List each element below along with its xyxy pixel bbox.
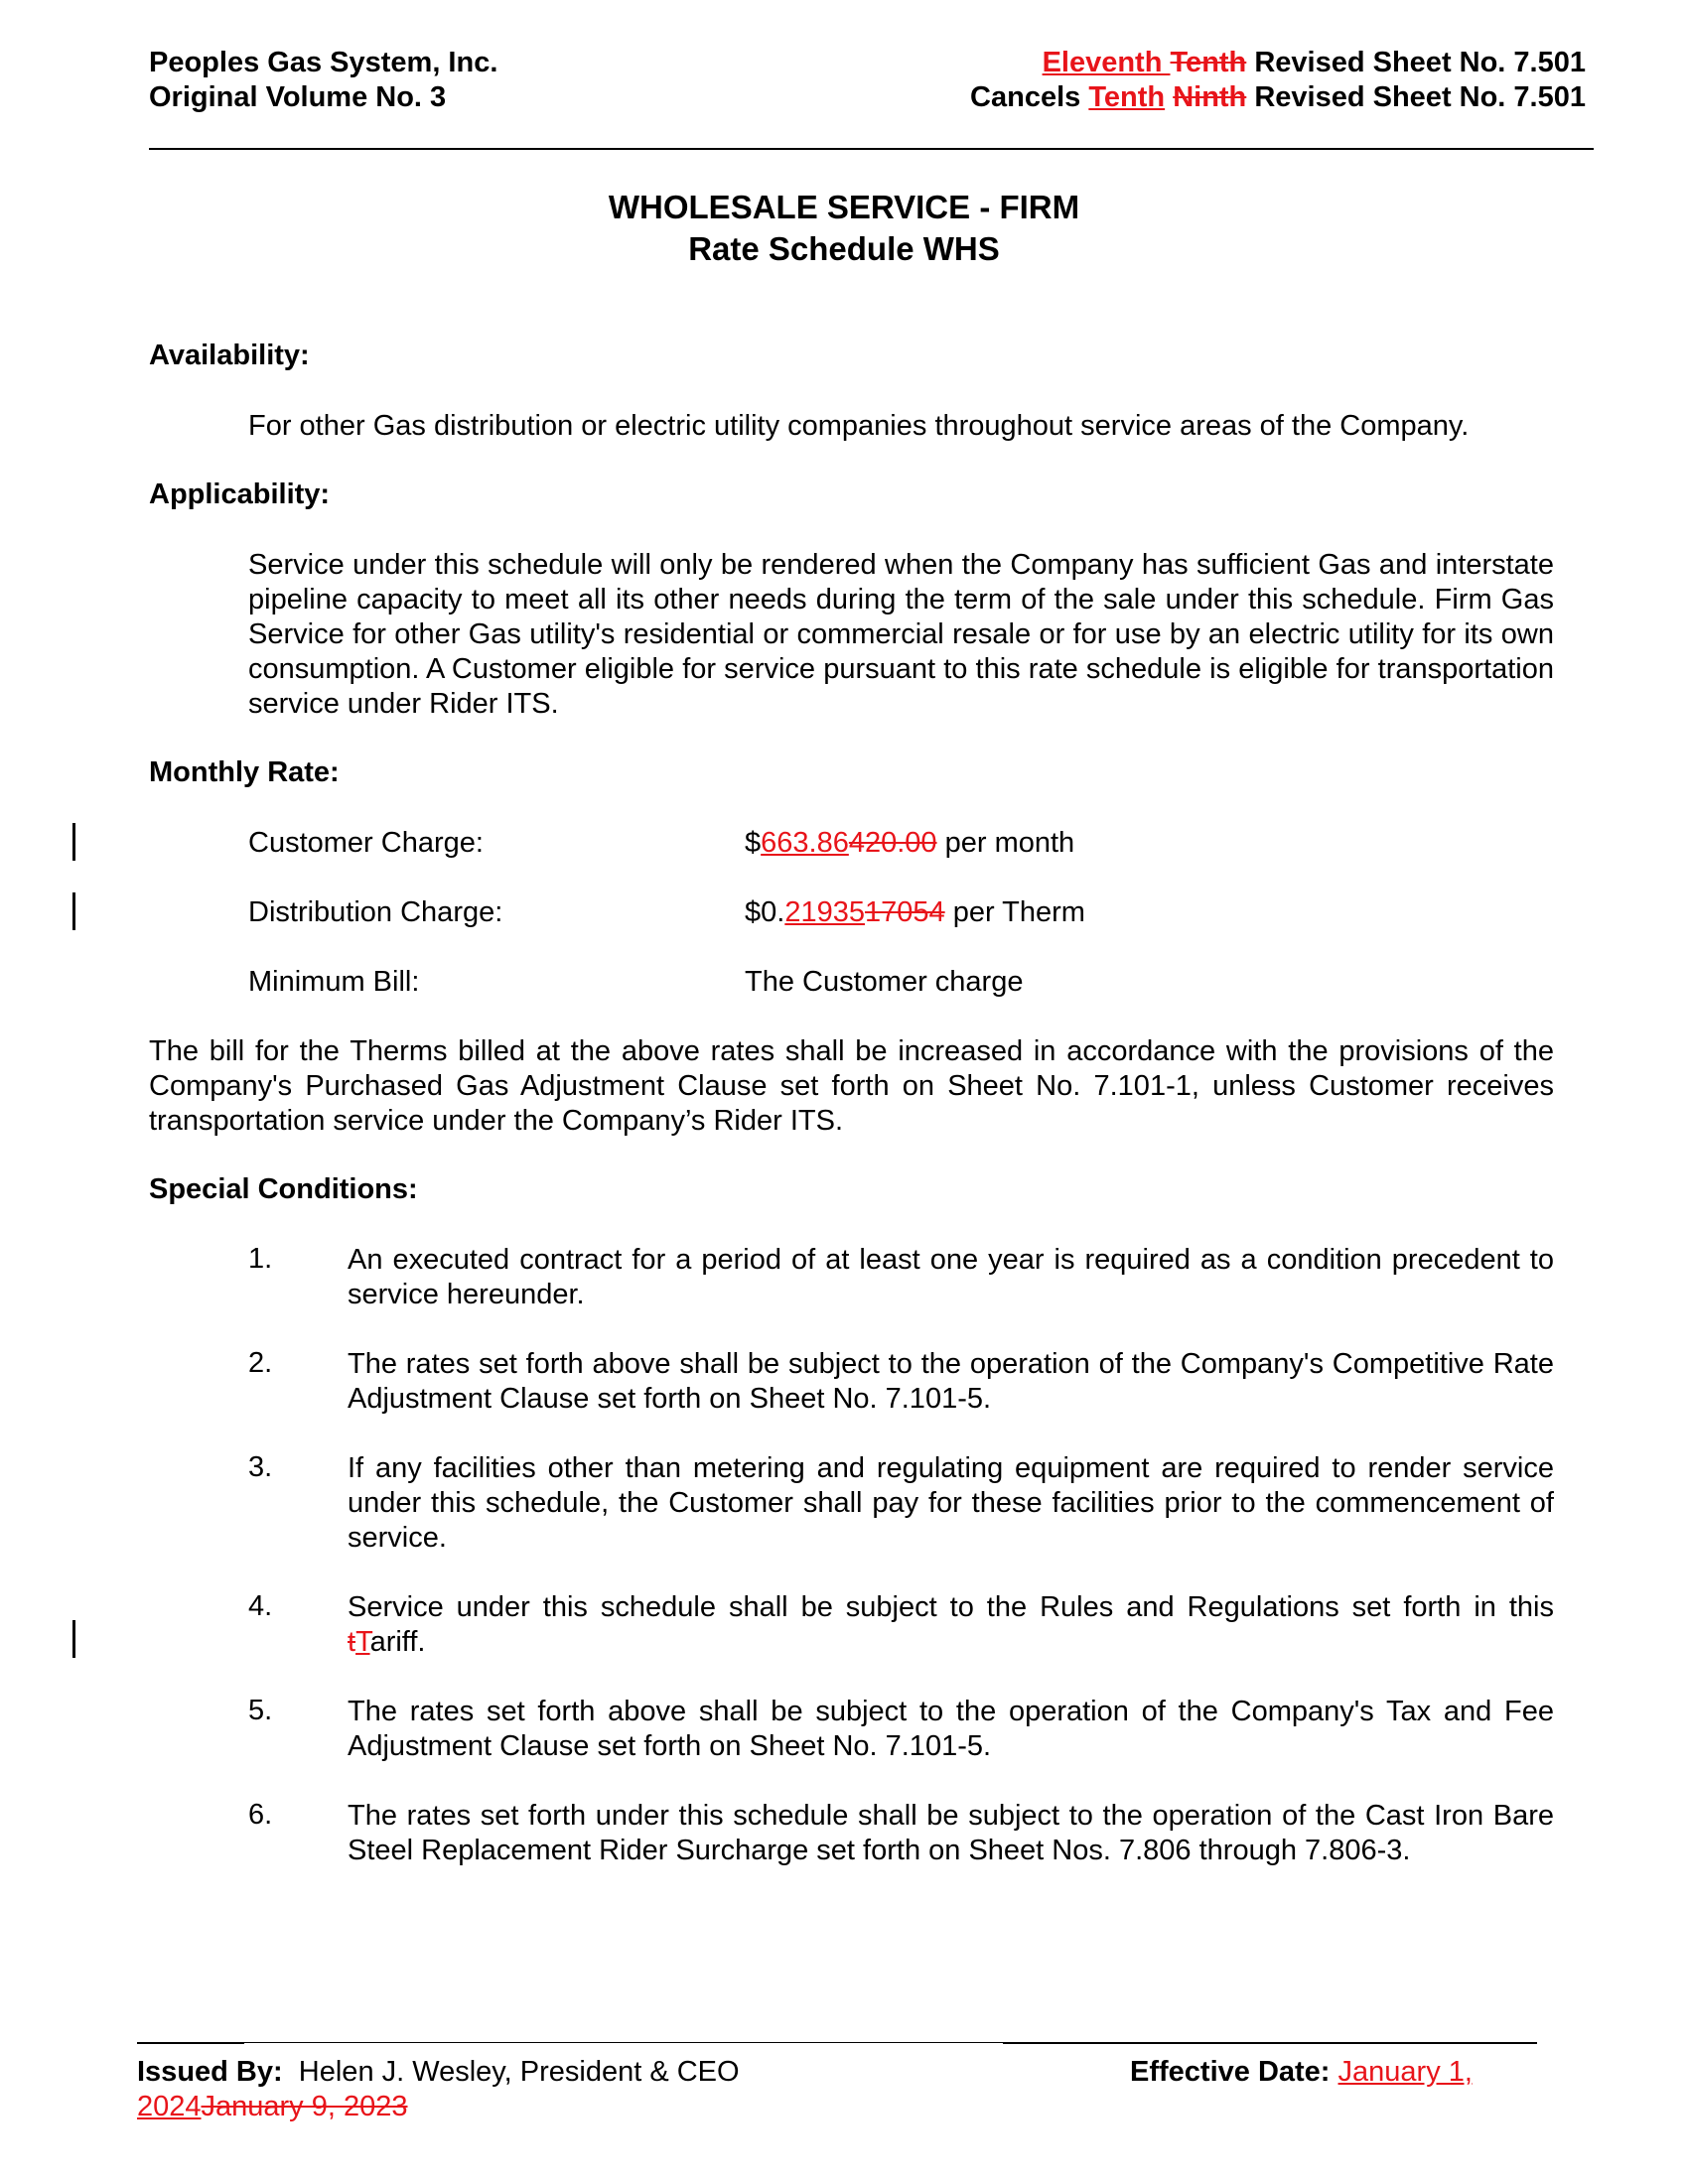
list-item: The rates set forth above shall be subject to the operation of the Company's Tax and Fee Adjustment Clause set forth on Sheet No. 7.101-5. (348, 1696, 1554, 1762)
cancels-prefix: Cancels (970, 81, 1089, 113)
page-subtitle: Rate Schedule WHS (688, 230, 1000, 267)
company-name: Peoples Gas System, Inc. (149, 47, 498, 78)
effective-date-line (1003, 2042, 1537, 2044)
signature-line (244, 2042, 1003, 2043)
list-item (348, 1590, 1554, 1660)
sheet-number-text: Revised Sheet No. 7.501 (1246, 81, 1586, 113)
minimum-bill-value: The Customer charge (745, 966, 1024, 998)
issued-by (137, 2055, 740, 2090)
volume-label: Original Volume No. 3 (149, 81, 447, 113)
effective-date-label: Effective Date: (1130, 2056, 1331, 2088)
customer-charge-value (745, 826, 1074, 861)
page-title: WHOLESALE SERVICE - FIRM (608, 189, 1080, 225)
list-item: An executed contract for a period of at least one year is required as a condition precedent to service hereunder. (348, 1244, 1554, 1310)
deleted-text: t (348, 1626, 356, 1658)
minimum-bill-label: Minimum Bill: (248, 966, 420, 998)
pga-note: The bill for the Therms billed at the above rates shall be increased in accordance with the provisions of the Company's Purchased Gas Adjustment Clause set forth on Sheet No. 7.101-1, unless Customer receives transportation service under the Company’s Rider ITS. (149, 1035, 1554, 1137)
list-item: The rates set forth above shall be subject to the operation of the Company's Competitive Rate Adjustment Clause set forth on Sheet No. 7.101-5. (348, 1348, 1554, 1415)
inserted-text: T (355, 1626, 370, 1658)
list-number: 2. (248, 1347, 273, 1379)
inserted-text: Eleventh (1042, 47, 1171, 78)
sheet-number-line (1043, 46, 1586, 80)
list-item-text: ariff. (369, 1626, 426, 1658)
applicability-text: Service under this schedule will only be rendered when the Company has sufficient Gas and interstate pipeline capacity to meet all its other needs during the term of the sale under this schedule. Firm Gas Service for other Gas utility's residential or commercial resale or for use by an electric utility for its own consumption. A Customer eligible for service pursuant to this rate schedule is eligible for transportation service under Rider ITS. (248, 549, 1554, 720)
list-item: The rates set forth under this schedule shall be subject to the operation of the Cast Iron Bare Steel Replacement Rider Surcharge set forth on Sheet Nos. 7.806 through 7.806-3. (348, 1800, 1554, 1866)
unit-suffix: per month (936, 827, 1075, 859)
deleted-text: January 9, 2023 (201, 2091, 408, 2122)
issued-by-label: Issued By: (137, 2056, 283, 2088)
separator (1165, 81, 1173, 113)
header-divider (149, 148, 1594, 150)
effective-date-continued (137, 2090, 408, 2124)
list-number: 5. (248, 1695, 273, 1726)
change-bar (72, 823, 75, 861)
inserted-text: 663.86 (761, 827, 849, 859)
list-item: If any facilities other than metering and regulating equipment are required to render service under this schedule, the Customer shall pay for these facilities prior to the commencement of service. (348, 1452, 1554, 1554)
list-number: 1. (248, 1243, 273, 1275)
signature-line (137, 2042, 244, 2044)
availability-text: For other Gas distribution or electric utility companies throughout service areas of the Company. (248, 410, 1470, 442)
list-item-text: Service under this schedule shall be subject to the Rules and Regulations set forth in this (348, 1591, 1554, 1623)
effective-date (1130, 2055, 1473, 2090)
currency-prefix: $ (745, 827, 762, 859)
cancels-sheet-line (970, 80, 1586, 115)
deleted-text: Tenth (1170, 47, 1247, 78)
list-number: 4. (248, 1590, 273, 1622)
distribution-charge-value (745, 895, 1085, 930)
inserted-text: 21935 (784, 896, 865, 928)
currency-prefix: $0. (745, 896, 785, 928)
customer-charge-label: Customer Charge: (248, 827, 484, 859)
special-conditions-heading: Special Conditions: (149, 1173, 418, 1205)
unit-suffix: per Therm (944, 896, 1085, 928)
list-number: 3. (248, 1451, 273, 1483)
monthly-rate-heading: Monthly Rate: (149, 756, 340, 788)
issuer-name: Helen J. Wesley, President & CEO (298, 2056, 740, 2088)
list-number: 6. (248, 1799, 273, 1831)
deleted-text: 17054 (864, 896, 945, 928)
sheet-number-text: Revised Sheet No. 7.501 (1246, 47, 1586, 78)
distribution-charge-label: Distribution Charge: (248, 896, 503, 928)
applicability-heading: Applicability: (149, 478, 331, 510)
inserted-text: January 1, (1337, 2056, 1473, 2088)
deleted-text: Ninth (1173, 81, 1247, 113)
inserted-text: 2024 (137, 2091, 202, 2122)
change-bar (72, 1620, 75, 1658)
inserted-text: Tenth (1088, 81, 1166, 113)
deleted-text: 420.00 (848, 827, 937, 859)
change-bar (72, 892, 75, 930)
availability-heading: Availability: (149, 340, 310, 371)
